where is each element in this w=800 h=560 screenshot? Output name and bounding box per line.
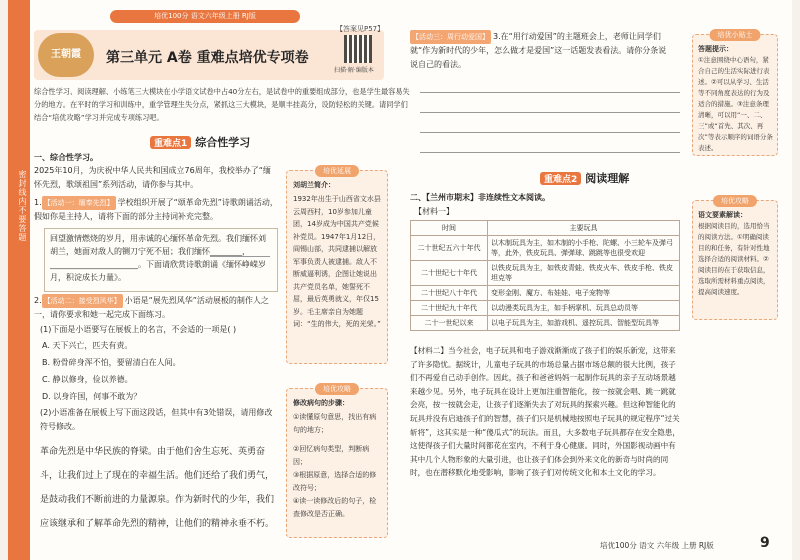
table-cell: 二十世纪九十年代 <box>411 301 488 316</box>
table-cell: 二十一世纪以来 <box>411 316 488 331</box>
page-number: 9 <box>760 535 770 551</box>
point2-title <box>540 170 629 186</box>
footer-text: 培优100分 语文 六年级 上册 RJ版 <box>600 541 714 550</box>
answer-line[interactable] <box>420 132 680 133</box>
strategy-step: ③根据原意，选择合适的修改符号； <box>293 471 377 492</box>
strategy-step: ①读懂原句意思，找出有病句的地方； <box>293 413 377 434</box>
point2-tag: 重难点2 <box>540 172 581 185</box>
seal-text: 密封线内不要答题 <box>18 170 27 242</box>
answer-line[interactable] <box>420 112 680 113</box>
table-cell: 以动漫类玩具为主，如手柄掌机、玩具总动员等 <box>488 301 680 316</box>
table-head-cell: 时间 <box>411 221 488 236</box>
sidebar-reading <box>692 197 778 320</box>
option-a[interactable]: A. 天下兴亡，匹夫有责。 <box>42 341 133 350</box>
point1-tag: 重难点1 <box>150 136 191 149</box>
strategy-step: ②回忆病句类型，判断病因； <box>293 445 370 466</box>
q2-text: 2. 【活动二：接受烈风华】 小语是“展先烈风华”活动展板的制作人之一，请你要求和她一起完成下面练习。 <box>34 296 269 319</box>
top-bar: 培优100分 语文六年级上册 RJ版 <box>110 10 300 23</box>
table-row <box>411 301 680 316</box>
answer-ref: 【答案见P57】 <box>336 25 385 33</box>
logo: 王朝霞 <box>38 33 94 77</box>
material1-label: 【材料一】 <box>414 207 454 216</box>
q2-tag: 【活动二：接受烈风华】 <box>42 294 123 308</box>
sidebar-strategy <box>286 385 388 538</box>
sidebar-tips-text: ①注意围绕中心语句，紧合自己的生活实际进行表述。②可以从学习、生活等不同角度表达的行为及适合的措施。③注意条理清晰，可以用“一、二、三”或“首先、其次、再次”等表示顺序的词语分条表述。 <box>698 56 773 152</box>
table-cell: 以铁皮玩具为主，如铁皮青蛙、铁皮火车、铁皮手枪、铁皮坦克等 <box>488 261 680 286</box>
material2-text: 【材料二】当今社会，电子玩具和电子游戏渐渐成了孩子们的娱乐新宠，这带来了许多隐忧。据统计，儿童电子玩具的市场总量占据市场总额的很大比例，孩子们不再爱自己动手创作。因此，孩子和爸爸妈妈一起制作玩具的亲子互动场景越来越少见。另外，电子玩具在设计上更加注重智能化，按一按就会唱、跳一跳就会亮，按一按就会走，让孩子们逐渐失去了对玩具的探索兴趣。但这种智能化的玩具并没有启迪孩子们的智慧，孩子们只是机械地按照电子玩具的规定程序“过关斩将”，这其实是一种“傻瓜式”的玩法。而且，大多数电子玩具都存在安全隐患，这使得孩子们大量时间都花在室内，不利于身心健康。同时，外国影视动画中有其中几个人物形象的大量引进，也让孩子们体会到外来文化的新奇与时尚的同时，也在潜移默化地受影响，影响了孩子们对传统文化和本土文化的学习。 <box>410 346 680 478</box>
strategy-step: ④读一读修改后的句子，检查修改是否正确。 <box>293 497 377 518</box>
table-cell: 二十世纪五六十年代 <box>411 236 488 261</box>
left-strip <box>8 0 30 560</box>
qr-code-icon[interactable] <box>344 35 372 63</box>
sidebar-tips-head: 培优小贴士 <box>710 29 761 41</box>
sidebar-tips-title: 答题提示： <box>698 45 733 53</box>
q1-text: 1. 【活动一：缅奉先烈】 学校组织开展了“颂革命先烈”诗歌朗诵活动，假如你是主持人，请将下面的部分主持词补充完整。 <box>34 198 278 221</box>
option-c[interactable]: C. 静以修身，俭以养德。 <box>42 375 133 384</box>
section-one: 一、综合性学习。 <box>34 153 98 162</box>
sidebar-extension-name: 刘胡兰简介： <box>293 181 335 189</box>
intro-text: 综合性学习、阅读理解、小练笔三大模块在小学语文试卷中占40分左右，是试卷中的重要组成部分，也是学生最容易失分的地方。在平时的学习和训练中，重学管理生失分点，紧抓这三大模块，是顺丰挂高分，设防轻松的关键。请同学们结合“培优攻略”学习并完成专项练习吧。 <box>34 87 410 122</box>
table-cell: 以木制玩具为主，如木制的小手枪、陀螺、小三轮车及弹弓等，此外，铁皮玩具、弹弹球、跳跳等也很受欢迎 <box>488 236 680 261</box>
sidebar-reading-head: 培优攻略 <box>713 195 757 207</box>
table-cell: 以电子玩具为主，如游戏机、遥控玩具、智能型玩具等 <box>488 316 680 331</box>
table-header <box>411 221 680 236</box>
table-cell: 二十世纪八十年代 <box>411 286 488 301</box>
point2-name: 阅读理解 <box>585 172 630 185</box>
option-b[interactable]: B. 粉骨碎身浑不怕，要留清白在人间。 <box>42 358 181 367</box>
sidebar-extension-text: 1932年出生于山西省文水县云周西村，10岁参加儿童团，14岁成为中国共产党候补党员。1947年1月12日，阎锡山部，共同逮捕以解放军事负责人被逮捕。敌人不断威逼利诱，企图让她说出共产党员名单，她誓死不屈，最后英勇就义，年仅15岁。毛主席亲自为她题词：“生的伟大，死的光荣。” <box>293 195 381 328</box>
sidebar-extension-head: 培优延展 <box>315 165 359 177</box>
unit-title: 第三单元 A卷 重难点培优专项卷 <box>106 50 309 66</box>
section-two: 二、【兰州市期末】非连续性文本阅读。 <box>410 193 550 202</box>
answer-line[interactable] <box>420 92 680 93</box>
q3-tag: 【活动三：周行动爱国】 <box>410 30 491 44</box>
point1-title <box>150 134 250 150</box>
table-cell: 变形金刚、魔方、布娃娃、电子宠物等 <box>488 286 680 301</box>
lead-text: 2025年10月，为庆祝中华人民共和国成立76周年，我校举办了“缅怀先烈，歌颂祖国”系列活动，请你参与其中。 <box>34 166 271 189</box>
answer-line[interactable] <box>210 256 270 257</box>
point1-name: 综合性学习 <box>195 136 251 149</box>
sidebar-reading-title: 语文要素解读： <box>698 211 747 219</box>
table-head-cell: 主要玩具 <box>488 221 680 236</box>
q3-body: 3.在“用行动爱国”的主题班会上，老师让同学们就“作为新时代的少年，怎么做才是爱国”这一话题发表看法。请你分条说说自己的看法。 <box>410 32 667 69</box>
host-words: 回望激情燃烧的岁月，用赤诚的心缅怀革命先烈。我们缅怀刘胡兰，她面对敌人的铡刀宁死不屈；我们缅怀________，______________________。下面请欣赏诗歌朗诵《缅怀峥嵘岁月，积淀成长力量》。 <box>50 234 266 282</box>
q2-2-text: (2)小语准备在展板上写下面这段话，但其中有3处错误，请用修改符号修改。 <box>40 408 273 431</box>
sidebar-extension <box>286 167 388 364</box>
toy-table <box>410 220 680 331</box>
q2-1-text: (1)下面是小语要写在展板上的名言，不会适的一项是( ) <box>40 325 237 334</box>
option-d[interactable]: D. 以身许国，何事不敢为？ <box>42 392 142 401</box>
sidebar-strategy-head: 培优攻略 <box>315 383 359 395</box>
sidebar-strategy-title: 修改病句的步骤： <box>293 399 349 407</box>
table-row <box>411 236 680 261</box>
table-row <box>411 286 680 301</box>
sidebar-reading-text: 根据阅读目的，选用恰当的阅读方法。①明确阅读目的和任务，有针对性地选择合适的阅读材料。②阅读目的在于获取信息，选取所需材料重点阅读，提高阅读速度。 <box>698 222 770 296</box>
q1-tag: 【活动一：缅奉先烈】 <box>42 196 116 210</box>
table-row <box>411 261 680 286</box>
answer-line[interactable] <box>420 152 680 153</box>
table-row <box>411 316 680 331</box>
q3-text <box>410 30 670 72</box>
qr-caption: 扫描·解·编版本 <box>334 67 374 74</box>
revise-paragraph[interactable]: 革命先烈是中华民族的脊梁。由于他们舍生忘死、英勇奋斗，让我们过上了现在的幸福生活。他们还给了我们勇气，是鼓动我们不断前进的力量源泉。作为新时代的少年，我们应该继承和了解革命先烈的精神，让他们的精神永垂不朽。 <box>40 447 275 529</box>
q2-body: 小语是“展先烈风华”活动展板的制作人之一，请你要求和她一起完成下面练习。 <box>34 296 269 319</box>
q1-body: 学校组织开展了“颂革命先烈”诗歌朗诵活动，假如你是主持人，请将下面的部分主持词补充完整。 <box>34 198 278 221</box>
table-cell: 二十世纪七十年代 <box>411 261 488 286</box>
sidebar-tips <box>692 31 778 156</box>
